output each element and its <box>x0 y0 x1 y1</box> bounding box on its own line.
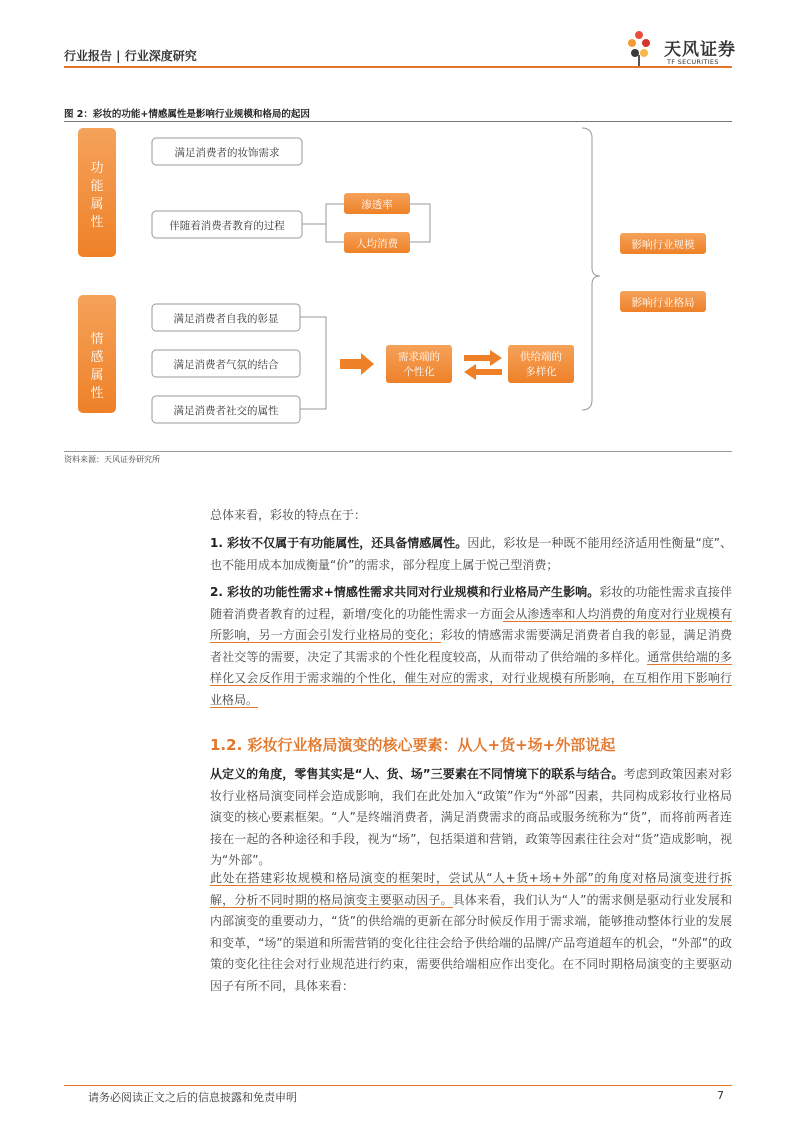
intro-paragraph: 总体来看，彩妆的特点在于： <box>210 508 367 522</box>
point-2-paragraph <box>210 582 732 711</box>
framework-underlined: 此处在搭建彩妆规模和格局演变的框架时，尝试从“人+货+场+外部”的角度对格局演变进行拆解，分析不同时期的格局演变主要驱动因子。 <box>210 871 732 907</box>
header-divider <box>64 66 732 68</box>
double-arrow-right-icon <box>464 350 502 366</box>
figure-source: 资料来源：天风证券研究所 <box>64 455 160 464</box>
point-1-bold: 1. 彩妆不仅属于有功能属性，还具备情感属性。 <box>210 536 468 550</box>
per-capita-label: 人均消费 <box>356 238 398 250</box>
definition-paragraph <box>210 764 732 872</box>
point-1-text: 因此，彩妆是一种既不能用经济适用性衡量“度”、也不能用成本加成衡量“价”的需求，部分程度上属于悦己型消费； <box>210 536 733 572</box>
supply-label-2: 多样化 <box>525 366 557 378</box>
scale-label: 影响行业规模 <box>631 239 695 251</box>
page-number: 7 <box>717 1089 724 1102</box>
svg-text:属: 属 <box>90 368 104 383</box>
emo-item-2: 满足消费者气氛的结合 <box>173 359 279 371</box>
double-arrow-left-icon <box>464 364 502 380</box>
right-arrow-icon <box>340 353 374 375</box>
point-2-text-d: 通常供给端的多样化又会反作用于需求端的个性化，催生对应的需求，对行业规模有所影响，在互相作用下影响行业格局。 <box>210 649 732 707</box>
framework-paragraph <box>210 868 732 997</box>
point-2-text-a: 彩妆的功能性需求直接伴随着消费者教育的过程，新增/变化的功能性需求一方面 <box>210 585 732 621</box>
flower-icon <box>628 31 650 66</box>
figure-title: 图 2：彩妆的功能+情感属性是影响行业规模和格局的起因 <box>64 109 310 120</box>
point-2-text-b: 会从渗透率和人均消费的角度对行业规模有所影响，另一方面会引发行业格局的变化； <box>210 606 732 642</box>
penetration-label: 渗透率 <box>361 199 393 211</box>
emo-bracket <box>300 317 326 409</box>
framework-text: 具体来看，我们认为“人”的需求侧是驱动行业发展和内部演变的重要动力，“货”的供给端的更新在部分时候反作用于需求端，能够推动整体行业的发展和变革，“场”的渠道和所需营销的变化往往会给予供给端的品牌/产品弯道超车的机会，“外部”的政策的变化往往会对行业规范进行约束，需要供给端相应作出变化。在不同时期格局演变的主要驱动因子有所不同，具体来看： <box>210 892 732 993</box>
attribute-diagram <box>64 122 732 450</box>
svg-text:属: 属 <box>90 197 104 212</box>
emo-item-1: 满足消费者自我的彰显 <box>173 313 279 325</box>
definition-text: 考虑到政策因素对彩妆行业格局演变同样会造成影响，我们在此处加入“政策”作为“外部”因素，共同构成彩妆行业格局演变的核心要素框架。“人”是终端消费者，满足消费需求的商品或服务统称为“货”，而将前两者连接在一起的各种途径和手段，视为“场”，包括渠道和营销，政策等因素往往会对“货”造成影响，视为“外部”。 <box>210 767 732 867</box>
emo-item-3: 满足消费者社交的属性 <box>173 405 279 417</box>
point-2-bold: 2. 彩妆的功能性需求+情感性需求共同对行业规模和行业格局产生影响。 <box>210 585 600 599</box>
structure-label: 影响行业格局 <box>631 297 695 309</box>
demand-label-1: 需求端的 <box>398 351 440 363</box>
outcome-bracket <box>582 128 600 410</box>
svg-text:性: 性 <box>90 386 104 401</box>
svg-text:感: 感 <box>90 350 104 365</box>
disclaimer: 请务必阅读正文之后的信息披露和免责申明 <box>88 1091 297 1104</box>
svg-text:情: 情 <box>90 332 104 347</box>
point-2-text-c: 彩妆的情感需求需要满足消费者自我的彰显，满足消费者社交等的需要，决定了其需求的个性化程度较高，从而带动了供给端的多样化。 <box>210 628 732 664</box>
svg-text:性: 性 <box>90 215 104 230</box>
supply-label-1: 供给端的 <box>520 351 562 363</box>
section-heading: 1.2. 彩妆行业格局演变的核心要素：从人+货+场+外部说起 <box>210 736 616 754</box>
report-type: 行业报告 | 行业深度研究 <box>64 49 197 63</box>
func-item-2: 伴随着消费者教育的过程 <box>169 220 285 232</box>
logo-name: 天风证券 <box>664 40 736 60</box>
logo-subtitle: TF SECURITIES <box>667 58 719 66</box>
point-1-paragraph <box>210 533 732 576</box>
definition-bold: 从定义的角度，零售其实是“人、货、场”三要素在不同情境下的联系与结合。 <box>210 767 624 781</box>
func-item-1: 满足消费者的妆饰需求 <box>174 147 280 159</box>
demand-label-2: 个性化 <box>403 366 435 378</box>
footer-divider <box>64 1085 732 1086</box>
svg-text:功: 功 <box>90 161 104 176</box>
svg-text:能: 能 <box>90 179 104 194</box>
figure-bottom-rule <box>64 451 732 452</box>
